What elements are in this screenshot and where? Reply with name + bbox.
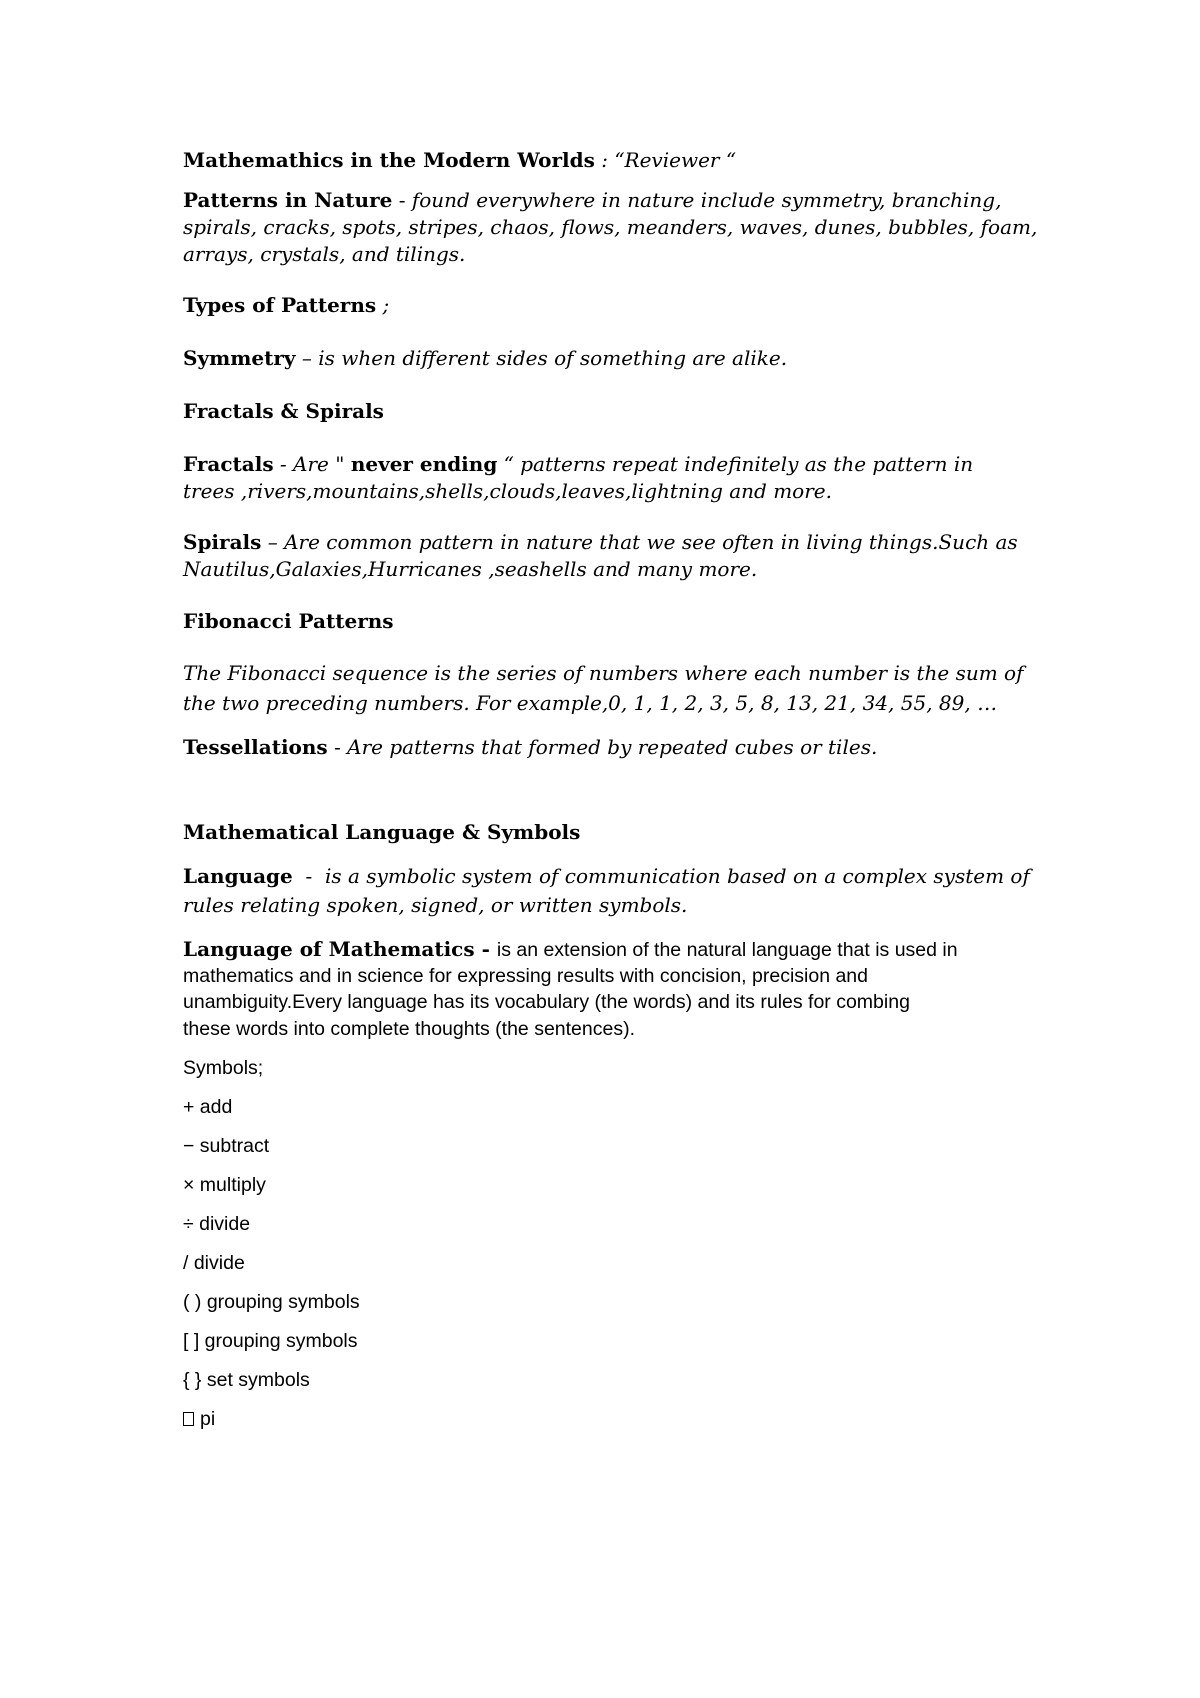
patterns-in-nature-line-1 bbox=[183, 186, 1043, 214]
symbol-divide-slash: / divide bbox=[183, 1252, 245, 1274]
lang-of-math-line-1 bbox=[183, 935, 1043, 964]
tessellations-def: Are patterns that formed by repeated cubes or tiles. bbox=[347, 735, 878, 759]
lang-of-math-term: Language of Mathematics - bbox=[183, 937, 497, 961]
language-def-2: rules relating spoken, signed, or written symbols. bbox=[183, 893, 688, 917]
fibonacci-def-2: the two preceding numbers. For example,0, 1, 1, 2, 3, 5, 8, 13, 21, 34, 55, 89, … bbox=[183, 691, 998, 715]
fibonacci-heading bbox=[183, 607, 1043, 635]
spirals-definition-line-2 bbox=[183, 555, 1043, 583]
symbol-pi bbox=[183, 1405, 215, 1433]
fractals-post: “ patterns repeat indefinitely as the pattern in bbox=[497, 452, 974, 476]
patterns-in-nature-line-2 bbox=[183, 213, 1043, 241]
fractals-definition-line-1 bbox=[183, 450, 1043, 478]
fractals-definition-line-2 bbox=[183, 477, 1043, 505]
patterns-in-nature-def-3: arrays, crystals, and tilings. bbox=[183, 242, 466, 266]
symbol-add: + add bbox=[183, 1096, 233, 1118]
spirals-term: Spirals bbox=[183, 530, 262, 554]
lang-of-math-def-1: is an extension of the natural language that is used in bbox=[496, 939, 958, 961]
missing-glyph-box-icon bbox=[183, 1412, 194, 1426]
lang-of-math-line-2: mathematics and in science for expressing results with concision, precision and bbox=[183, 965, 868, 987]
fractals-spirals-heading bbox=[183, 397, 1043, 425]
language-definition-line-1 bbox=[183, 862, 1043, 890]
spirals-definition-line-1 bbox=[183, 528, 1043, 556]
patterns-in-nature-def-1: found everywhere in nature include symmetry, branching, bbox=[411, 188, 1002, 212]
title-bold: Mathemathics in the Modern Worlds bbox=[183, 148, 595, 172]
symmetry-definition bbox=[183, 344, 1043, 372]
types-heading-bold: Types of Patterns bbox=[183, 293, 377, 317]
patterns-in-nature-term: Patterns in Nature bbox=[183, 188, 393, 212]
language-term: Language bbox=[183, 864, 293, 888]
symmetry-term: Symmetry bbox=[183, 346, 296, 370]
symbol-subtract: − subtract bbox=[183, 1135, 270, 1157]
types-heading-italic: ; bbox=[376, 293, 390, 317]
fibonacci-def-1: The Fibonacci sequence is the series of numbers where each number is the sum of bbox=[183, 661, 1024, 685]
patterns-in-nature-sep: - bbox=[392, 188, 412, 212]
language-definition-line-2 bbox=[183, 891, 1043, 919]
title-italic: : “Reviewer “ bbox=[594, 148, 737, 172]
fractals-spirals-heading-text: Fractals & Spirals bbox=[183, 399, 384, 423]
fractals-term: Fractals bbox=[183, 452, 274, 476]
fibonacci-definition-line-1 bbox=[183, 659, 1043, 687]
fractals-def-2: trees ,rivers,mountains,shells,clouds,leaves,lightning and more. bbox=[183, 479, 832, 503]
symbol-multiply: × multiply bbox=[183, 1174, 266, 1196]
symbol-divide-obelus: ÷ divide bbox=[183, 1213, 251, 1235]
tessellations-term: Tessellations bbox=[183, 735, 328, 759]
tessellations-definition bbox=[183, 733, 1043, 761]
patterns-in-nature-line-3 bbox=[183, 240, 1043, 268]
symmetry-def: – is when different sides of something are alike. bbox=[295, 346, 788, 370]
lang-of-math-line-4: these words into complete thoughts (the sentences). bbox=[183, 1018, 636, 1040]
symbol-parentheses: ( ) grouping symbols bbox=[183, 1291, 360, 1313]
language-def-1: is a symbolic system of communication based on a complex system of bbox=[324, 864, 1030, 888]
math-language-heading-text: Mathematical Language & Symbols bbox=[183, 820, 581, 844]
fibonacci-definition-line-2 bbox=[183, 689, 1043, 717]
symbol-pi-label: pi bbox=[200, 1408, 216, 1430]
symbols-heading: Symbols; bbox=[183, 1057, 264, 1079]
tessellations-sep: - bbox=[327, 735, 348, 759]
document-title bbox=[183, 146, 1043, 174]
spirals-def-1: – Are common pattern in nature that we see often in living things.Such as bbox=[261, 530, 1018, 554]
patterns-in-nature-def-2: spirals, cracks, spots, stripes, chaos, flows, meanders, waves, dunes, bubbles, foam, bbox=[183, 215, 1038, 239]
fractals-emph: never ending bbox=[350, 452, 498, 476]
spirals-def-2: Nautilus,Galaxies,Hurricanes ,seashells and many more. bbox=[183, 557, 758, 581]
fibonacci-heading-text: Fibonacci Patterns bbox=[183, 609, 394, 633]
symbol-braces: { } set symbols bbox=[183, 1369, 310, 1391]
types-of-patterns-heading bbox=[183, 291, 1043, 319]
symbol-brackets: [ ] grouping symbols bbox=[183, 1330, 358, 1352]
lang-of-math-line-3: unambiguity.Every language has its vocabulary (the words) and its rules for combing bbox=[183, 991, 910, 1013]
math-language-heading bbox=[183, 818, 1043, 846]
fractals-pre: - Are " bbox=[273, 452, 351, 476]
language-sep: - bbox=[292, 864, 325, 888]
